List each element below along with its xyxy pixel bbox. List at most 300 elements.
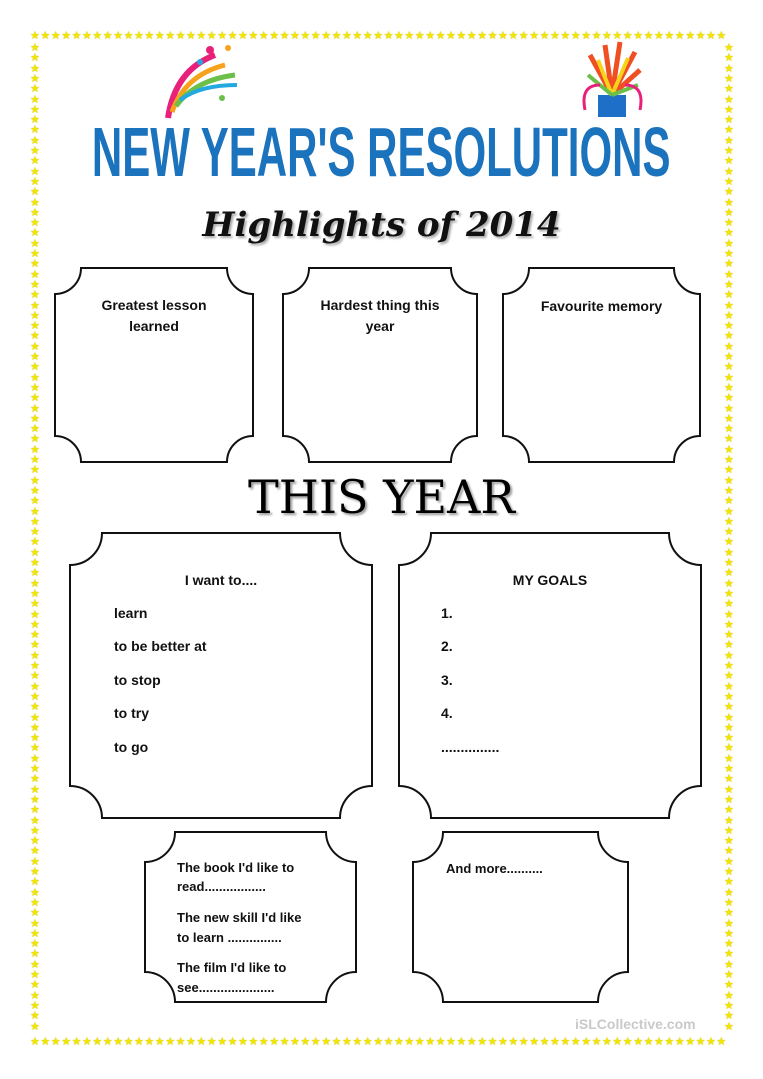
star-icon: ★ (30, 536, 40, 549)
star-icon: ★ (30, 608, 40, 621)
star-icon: ★ (612, 1036, 623, 1048)
star-icon: ★ (30, 618, 40, 631)
star-icon: ★ (30, 783, 40, 796)
star-icon: ★ (92, 30, 103, 42)
star-icon: ★ (30, 381, 40, 394)
star-icon: ★ (518, 1036, 529, 1048)
star-icon: ★ (30, 866, 40, 878)
star-icon: ★ (724, 186, 734, 199)
star-icon: ★ (30, 660, 40, 672)
star-icon: ★ (695, 30, 706, 42)
star-icon: ★ (724, 969, 734, 981)
star-icon: ★ (724, 783, 734, 796)
star-icon: ★ (300, 1036, 311, 1048)
star-icon: ★ (487, 1036, 498, 1048)
star-icon: ★ (724, 206, 734, 219)
star-icon: ★ (30, 278, 40, 291)
star-icon: ★ (724, 660, 734, 672)
want-item: to go (114, 739, 149, 755)
star-icon: ★ (217, 1036, 228, 1048)
star-icon: ★ (30, 351, 40, 363)
star-icon: ★ (724, 484, 734, 497)
star-icon: ★ (71, 30, 82, 42)
star-icon: ★ (446, 1036, 456, 1048)
star-icon: ★ (724, 907, 734, 920)
star-icon: ★ (487, 30, 498, 42)
star-icon: ★ (466, 30, 477, 42)
star-icon: ★ (30, 773, 40, 786)
star-icon: ★ (724, 742, 734, 755)
star-icon: ★ (404, 1036, 415, 1048)
star-icon: ★ (435, 1036, 446, 1048)
page-title-container (0, 112, 763, 192)
star-icon: ★ (175, 30, 186, 42)
extras-line: read................. (177, 879, 266, 894)
box-label: learned (129, 318, 179, 334)
star-icon: ★ (383, 30, 394, 42)
star-icon: ★ (30, 423, 40, 436)
star-icon: ★ (724, 773, 734, 786)
star-icon: ★ (724, 330, 734, 343)
star-icon: ★ (30, 371, 40, 384)
star-icon: ★ (724, 536, 734, 549)
star-icon: ★ (92, 1036, 103, 1048)
extras-line: to learn ............... (177, 930, 282, 945)
star-icon: ★ (724, 454, 734, 466)
star-icon: ★ (724, 587, 734, 600)
star-icon: ★ (724, 309, 734, 322)
star-icon: ★ (643, 30, 654, 42)
star-icon: ★ (539, 1036, 550, 1048)
star-icon: ★ (724, 423, 734, 436)
goal-item: 2. (441, 638, 453, 654)
goal-item: 1. (441, 605, 453, 621)
star-icon: ★ (113, 30, 124, 42)
star-icon: ★ (724, 649, 734, 662)
star-icon: ★ (165, 30, 176, 42)
star-icon: ★ (175, 1036, 186, 1048)
star-icon: ★ (217, 30, 228, 42)
star-icon: ★ (30, 412, 40, 425)
star-icon: ★ (30, 258, 40, 271)
star-icon: ★ (724, 237, 734, 250)
goal-item: 3. (441, 672, 453, 688)
star-icon: ★ (30, 814, 40, 827)
star-icon: ★ (30, 732, 40, 745)
star-icon: ★ (724, 320, 734, 333)
star-icon: ★ (724, 804, 734, 817)
star-icon: ★ (227, 1036, 238, 1048)
watermark: iSLCollective.com (575, 1016, 696, 1032)
star-icon: ★ (50, 1036, 61, 1048)
star-icon: ★ (123, 1036, 134, 1048)
star-icon: ★ (560, 30, 571, 42)
star-icon: ★ (144, 30, 155, 42)
star-icon: ★ (435, 30, 446, 42)
star-icon: ★ (724, 351, 734, 363)
star-icon: ★ (30, 526, 40, 539)
star-icon: ★ (477, 1036, 488, 1048)
star-icon: ★ (383, 1036, 394, 1048)
star-icon: ★ (30, 433, 40, 446)
star-icon: ★ (30, 690, 40, 703)
star-icon: ★ (456, 1036, 467, 1048)
star-icon: ★ (591, 1036, 602, 1048)
star-icon: ★ (30, 175, 40, 188)
goal-item: 4. (441, 705, 453, 721)
star-icon: ★ (352, 1036, 363, 1048)
star-icon: ★ (539, 30, 550, 42)
star-icon: ★ (30, 515, 40, 528)
star-icon: ★ (724, 62, 734, 75)
star-icon: ★ (724, 165, 734, 178)
star-icon: ★ (30, 999, 40, 1012)
star-icon: ★ (30, 340, 40, 353)
star-icon: ★ (724, 557, 734, 569)
star-icon: ★ (362, 1036, 373, 1048)
star-icon: ★ (414, 1036, 425, 1048)
star-icon: ★ (30, 309, 40, 322)
star-icon: ★ (724, 443, 734, 456)
star-icon: ★ (695, 1036, 706, 1048)
star-icon: ★ (196, 30, 207, 42)
star-icon: ★ (238, 30, 248, 42)
star-icon: ★ (30, 227, 40, 240)
star-icon: ★ (633, 1036, 644, 1048)
star-icon: ★ (30, 907, 40, 920)
star-icon: ★ (30, 30, 40, 42)
star-icon: ★ (258, 1036, 269, 1048)
star-icon: ★ (331, 1036, 342, 1048)
star-icon: ★ (30, 454, 40, 466)
star-icon: ★ (570, 30, 581, 42)
star-icon: ★ (290, 1036, 300, 1048)
star-icon: ★ (724, 814, 734, 827)
star-icon: ★ (724, 721, 734, 734)
star-icon: ★ (724, 145, 734, 157)
more-box-frame (413, 832, 628, 1002)
star-icon: ★ (724, 752, 734, 765)
star-icon: ★ (30, 629, 40, 642)
star-icon: ★ (30, 248, 40, 260)
star-icon: ★ (724, 979, 734, 992)
star-icon: ★ (602, 1036, 612, 1048)
star-icon: ★ (724, 598, 734, 611)
star-icon: ★ (123, 30, 134, 42)
star-icon: ★ (30, 186, 40, 199)
star-icon: ★ (724, 845, 734, 858)
star-icon: ★ (30, 886, 40, 899)
star-icon: ★ (425, 30, 436, 42)
star-icon: ★ (30, 289, 40, 302)
star-icon: ★ (113, 1036, 124, 1048)
star-icon: ★ (508, 30, 519, 42)
star-icon: ★ (724, 835, 734, 848)
star-icon: ★ (30, 979, 40, 992)
star-icon: ★ (30, 217, 40, 230)
star-icon: ★ (30, 927, 40, 940)
star-icon: ★ (446, 30, 456, 42)
box-label: year (365, 318, 395, 334)
star-icon: ★ (706, 30, 716, 42)
star-icon: ★ (724, 896, 734, 909)
star-icon: ★ (394, 30, 404, 42)
star-icon: ★ (30, 598, 40, 611)
extras-line: The new skill I'd like (177, 910, 302, 925)
star-icon: ★ (30, 42, 40, 54)
star-icon: ★ (508, 1036, 519, 1048)
star-icon: ★ (570, 1036, 581, 1048)
star-icon: ★ (30, 330, 40, 343)
star-icon: ★ (310, 1036, 321, 1048)
star-icon: ★ (279, 30, 290, 42)
star-icon: ★ (30, 268, 40, 281)
star-icon: ★ (724, 855, 734, 868)
star-icon: ★ (674, 30, 685, 42)
star-icon: ★ (724, 608, 734, 621)
star-icon: ★ (724, 340, 734, 353)
star-icon: ★ (724, 114, 734, 127)
star-icon: ★ (724, 217, 734, 230)
star-icon: ★ (724, 701, 734, 714)
star-icon: ★ (685, 30, 696, 42)
star-icon: ★ (724, 763, 734, 775)
star-icon: ★ (165, 1036, 176, 1048)
star-icon: ★ (30, 237, 40, 250)
star-icon: ★ (30, 711, 40, 724)
star-icon: ★ (30, 124, 40, 137)
want-item: learn (114, 605, 148, 621)
star-icon: ★ (30, 721, 40, 734)
star-icon: ★ (716, 1036, 727, 1048)
star-icon: ★ (602, 30, 612, 42)
star-icon: ★ (724, 927, 734, 940)
star-icon: ★ (30, 1036, 40, 1048)
star-icon: ★ (30, 320, 40, 333)
star-icon: ★ (456, 30, 467, 42)
star-icon: ★ (724, 639, 734, 652)
star-icon: ★ (724, 175, 734, 188)
star-icon: ★ (154, 30, 165, 42)
star-icon: ★ (269, 30, 280, 42)
star-icon: ★ (30, 577, 40, 590)
star-icon: ★ (71, 1036, 82, 1048)
star-icon: ★ (342, 30, 352, 42)
star-icon: ★ (310, 30, 321, 42)
want-heading: I want to.... (184, 572, 258, 588)
star-icon: ★ (134, 1036, 144, 1048)
star-icon: ★ (30, 145, 40, 157)
star-icon: ★ (30, 763, 40, 775)
star-icon: ★ (674, 1036, 685, 1048)
more-label: And more.......... (446, 861, 543, 876)
star-icon: ★ (612, 30, 623, 42)
star-icon: ★ (404, 30, 415, 42)
star-icon: ★ (394, 1036, 404, 1048)
star-icon: ★ (724, 371, 734, 384)
star-icon: ★ (30, 938, 40, 951)
star-icon: ★ (196, 1036, 207, 1048)
star-icon: ★ (30, 835, 40, 848)
box-label: Greatest lesson (101, 297, 207, 313)
star-icon: ★ (362, 30, 373, 42)
star-icon: ★ (30, 804, 40, 817)
star-icon: ★ (30, 546, 40, 559)
star-icon: ★ (30, 62, 40, 75)
goals-heading: MY GOALS (512, 572, 588, 588)
want-item: to be better at (114, 638, 207, 654)
star-icon: ★ (724, 124, 734, 137)
star-icon: ★ (724, 917, 734, 930)
star-icon: ★ (154, 1036, 165, 1048)
star-icon: ★ (716, 30, 727, 42)
star-icon: ★ (724, 83, 734, 96)
star-icon: ★ (724, 433, 734, 446)
star-icon: ★ (724, 526, 734, 539)
star-icon: ★ (724, 670, 734, 683)
extras-line: see..................... (177, 980, 275, 995)
star-icon: ★ (529, 1036, 540, 1048)
star-icon: ★ (724, 958, 734, 971)
star-icon: ★ (724, 72, 734, 85)
star-icon: ★ (724, 52, 734, 65)
goal-item: ............... (441, 739, 500, 755)
star-icon: ★ (724, 629, 734, 642)
star-icon: ★ (321, 1036, 332, 1048)
star-icon: ★ (724, 546, 734, 559)
extras-line: The book I'd like to (177, 860, 295, 875)
star-icon: ★ (724, 495, 734, 508)
star-icon: ★ (30, 742, 40, 755)
star-icon: ★ (724, 866, 734, 878)
star-icon: ★ (238, 1036, 248, 1048)
star-icon: ★ (30, 443, 40, 456)
star-icon: ★ (622, 30, 633, 42)
star-icon: ★ (352, 30, 363, 42)
star-icon: ★ (724, 1020, 734, 1033)
star-icon: ★ (227, 30, 238, 42)
star-icon: ★ (30, 155, 40, 168)
star-icon: ★ (724, 690, 734, 703)
star-icon: ★ (30, 896, 40, 909)
star-icon: ★ (30, 299, 40, 312)
star-icon: ★ (30, 392, 40, 405)
star-icon: ★ (550, 30, 560, 42)
star-icon: ★ (724, 711, 734, 724)
star-icon: ★ (724, 258, 734, 271)
star-icon: ★ (30, 989, 40, 1002)
star-icon: ★ (724, 381, 734, 394)
star-icon: ★ (498, 1036, 508, 1048)
star-icon: ★ (724, 402, 734, 415)
star-icon: ★ (654, 1036, 664, 1048)
star-icon: ★ (206, 1036, 217, 1048)
star-icon: ★ (724, 392, 734, 405)
star-icon: ★ (724, 93, 734, 106)
star-icon: ★ (664, 30, 675, 42)
star-icon: ★ (30, 361, 40, 374)
highlights-heading: Highlights of 2014 (202, 205, 561, 245)
box-label: Hardest thing this (320, 297, 440, 313)
star-icon: ★ (724, 227, 734, 240)
fireworks-left-image (168, 45, 237, 118)
star-icon: ★ (206, 30, 217, 42)
star-icon: ★ (724, 103, 734, 116)
star-icon: ★ (258, 30, 269, 42)
star-icon: ★ (724, 948, 734, 961)
star-icon: ★ (30, 567, 40, 580)
star-icon: ★ (30, 701, 40, 714)
section-heading: THIS YEAR (248, 470, 515, 524)
star-icon: ★ (724, 577, 734, 590)
star-icon: ★ (591, 30, 602, 42)
star-icon: ★ (30, 680, 40, 693)
star-icon: ★ (300, 30, 311, 42)
star-icon: ★ (134, 30, 144, 42)
star-icon: ★ (30, 474, 40, 487)
star-icon: ★ (102, 1036, 113, 1048)
star-icon: ★ (654, 30, 664, 42)
star-icon: ★ (724, 464, 734, 477)
want-item: to stop (114, 672, 161, 688)
star-icon: ★ (30, 969, 40, 981)
star-icon: ★ (724, 876, 734, 889)
star-icon: ★ (581, 30, 592, 42)
star-icon: ★ (664, 1036, 675, 1048)
star-icon: ★ (331, 30, 342, 42)
star-icon: ★ (425, 1036, 436, 1048)
star-icon: ★ (724, 474, 734, 487)
star-icon: ★ (724, 938, 734, 951)
star-icon: ★ (414, 30, 425, 42)
star-icon: ★ (279, 1036, 290, 1048)
star-icon: ★ (30, 402, 40, 415)
star-icon: ★ (581, 1036, 592, 1048)
star-icon: ★ (724, 268, 734, 281)
star-icon: ★ (724, 289, 734, 302)
star-icon: ★ (724, 196, 734, 209)
star-icon: ★ (30, 855, 40, 868)
star-icon: ★ (30, 587, 40, 600)
star-icon: ★ (30, 917, 40, 930)
star-icon: ★ (30, 72, 40, 85)
star-icon: ★ (102, 30, 113, 42)
star-icon: ★ (30, 557, 40, 569)
star-icon: ★ (30, 793, 40, 806)
box-label: Favourite memory (540, 298, 663, 314)
star-icon: ★ (30, 1020, 40, 1033)
star-icon: ★ (290, 30, 300, 42)
star-icon: ★ (724, 299, 734, 312)
star-icon: ★ (706, 1036, 716, 1048)
star-icon: ★ (61, 1036, 72, 1048)
star-icon: ★ (50, 30, 61, 42)
star-icon: ★ (550, 1036, 560, 1048)
star-icon: ★ (643, 1036, 654, 1048)
star-icon: ★ (82, 1036, 92, 1048)
star-icon: ★ (724, 989, 734, 1002)
star-icon: ★ (30, 649, 40, 662)
star-icon: ★ (724, 155, 734, 168)
star-icon: ★ (30, 134, 40, 147)
star-icon: ★ (518, 30, 529, 42)
star-icon: ★ (724, 732, 734, 745)
star-icon: ★ (30, 845, 40, 858)
star-icon: ★ (30, 484, 40, 497)
star-icon: ★ (321, 30, 332, 42)
star-icon: ★ (724, 793, 734, 806)
star-icon: ★ (30, 1010, 40, 1023)
